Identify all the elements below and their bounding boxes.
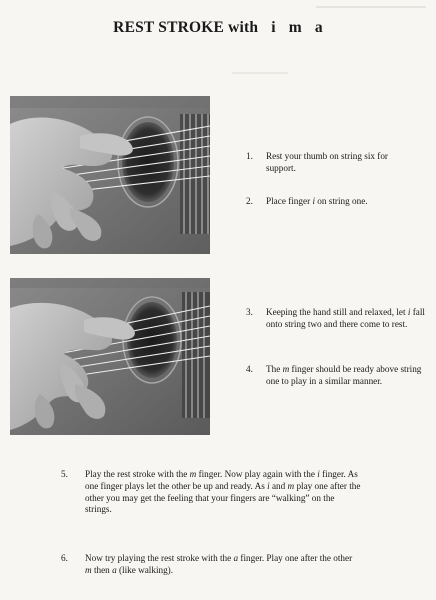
step-number: 2.	[246, 196, 253, 206]
title-finger-i: i	[271, 19, 276, 36]
step-5	[61, 469, 361, 516]
step-text: Keeping the hand still and relaxed, let i fall onto string two and there come to rest.	[266, 307, 425, 329]
step-text: Now try playing the rest stroke with the a finger. Play one after the other m then a (like walking).	[85, 553, 353, 575]
step-number: 6.	[61, 553, 68, 563]
step-number: 4.	[246, 364, 253, 374]
step-text: Rest your thumb on string six for support.	[266, 151, 388, 173]
title-text: REST STROKE with	[113, 19, 259, 36]
bleed-through-mark	[316, 6, 426, 8]
step-3	[246, 307, 426, 331]
step-text: The m finger should be ready above string one to play in a similar manner.	[266, 364, 422, 386]
step-1	[246, 151, 416, 175]
step-6	[61, 553, 361, 577]
page-title	[0, 19, 436, 37]
bleed-through-mark	[232, 72, 288, 74]
step-number: 3.	[246, 307, 253, 317]
photo-hand-on-strings-2	[10, 278, 210, 435]
photo-hand-on-strings-1	[10, 96, 210, 254]
step-text: Place finger i on string one.	[266, 196, 368, 206]
title-finger-m: m	[288, 19, 302, 36]
step-number: 5.	[61, 469, 68, 479]
step-4	[246, 364, 426, 388]
step-text: Play the rest stroke with the m finger. Now play again with the i finger. As one finger plays let the other be up and ready. As i and m play one after the other you may get the feeling that your fingers are “walking” on the strings.	[85, 469, 361, 515]
title-finger-a: a	[314, 19, 323, 36]
step-2	[246, 196, 416, 208]
step-number: 1.	[246, 151, 253, 161]
